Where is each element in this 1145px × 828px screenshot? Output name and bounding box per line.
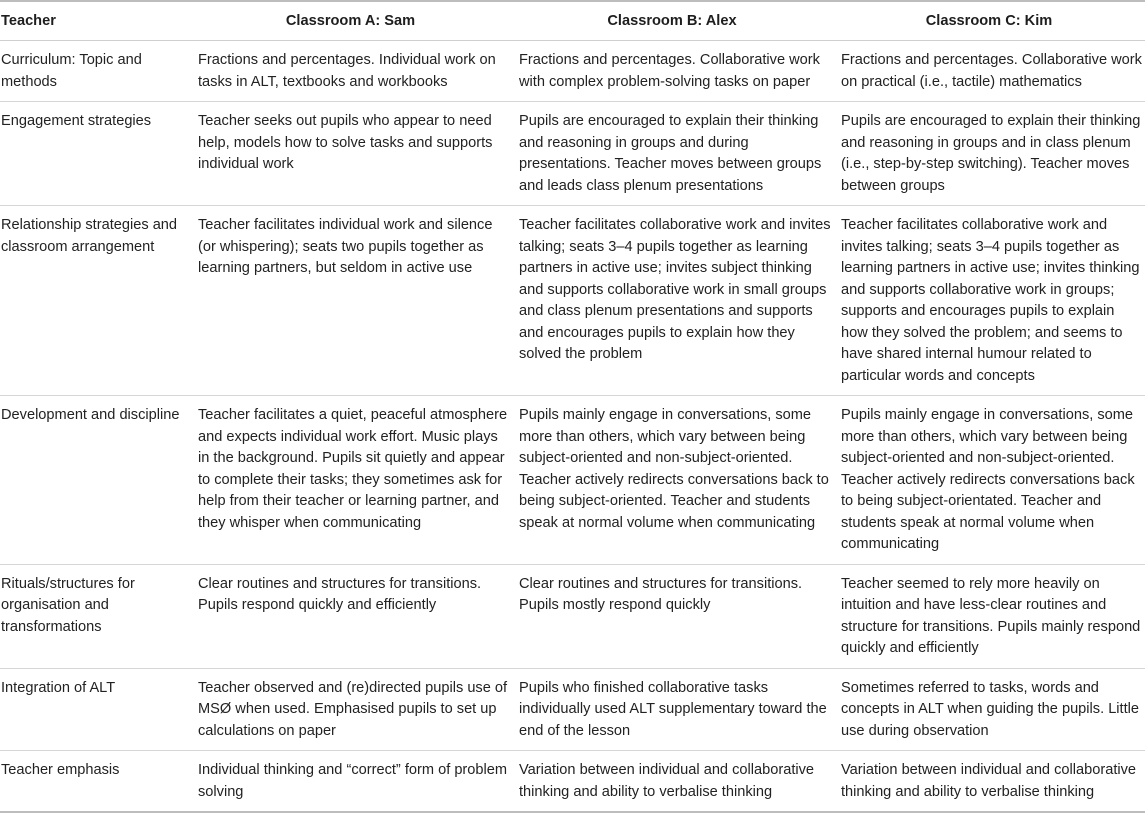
cell-classroom-a: Teacher observed and (re)directed pupils use of MSØ when used. Emphasised pupils to set up calculations on paper	[190, 668, 511, 751]
cell-classroom-b: Variation between individual and collaborative thinking and ability to verbalise thinking	[511, 751, 833, 813]
cell-classroom-a: Fractions and percentages. Individual work on tasks in ALT, textbooks and workbooks	[190, 41, 511, 102]
row-label: Rituals/structures for organisation and transformations	[0, 564, 190, 668]
row-label: Curriculum: Topic and methods	[0, 41, 190, 102]
cell-classroom-a: Individual thinking and “correct” form of problem solving	[190, 751, 511, 813]
row-label: Teacher emphasis	[0, 751, 190, 813]
cell-classroom-a: Teacher facilitates individual work and silence (or whispering); seats two pupils together as learning partners, but seldom in active use	[190, 206, 511, 396]
header-teacher: Teacher	[0, 1, 190, 41]
header-row	[0, 1, 1145, 41]
cell-classroom-c: Pupils mainly engage in conversations, some more than others, which vary between being subject-oriented and non-subject-oriented. Teacher actively redirects conversations back to being subject-orientated. Teacher and students speak at normal volume when communicating	[833, 396, 1145, 565]
cell-classroom-c: Teacher seemed to rely more heavily on intuition and have less-clear routines and structure for transitions. Pupils mainly respond quickly and efficiently	[833, 564, 1145, 668]
row-label: Engagement strategies	[0, 102, 190, 206]
cell-classroom-a: Teacher facilitates a quiet, peaceful atmosphere and expects individual work effort. Music plays in the background. Pupils sit quietly and appear to complete their tasks; they sometimes ask for help from their teacher or learning partner, and they whisper when communicating	[190, 396, 511, 565]
table-row	[0, 396, 1145, 565]
cell-classroom-b: Pupils are encouraged to explain their thinking and reasoning in groups and during presentations. Teacher moves between groups and leads class plenum presentations	[511, 102, 833, 206]
table-row	[0, 102, 1145, 206]
cell-classroom-c: Fractions and percentages. Collaborative work on practical (i.e., tactile) mathematics	[833, 41, 1145, 102]
table-row	[0, 41, 1145, 102]
cell-classroom-b: Fractions and percentages. Collaborative work with complex problem-solving tasks on paper	[511, 41, 833, 102]
table-row	[0, 751, 1145, 813]
cell-classroom-c: Teacher facilitates collaborative work and invites talking; seats 3–4 pupils together as learning partners in active use; invites thinking and supports collaborative work in groups; supports and encourages pupils to explain how they solved the problem; and seems to have shared internal humour related to particular words and concepts	[833, 206, 1145, 396]
cell-classroom-c: Variation between individual and collaborative thinking and ability to verbalise thinking	[833, 751, 1145, 813]
cell-classroom-b: Clear routines and structures for transitions. Pupils mostly respond quickly	[511, 564, 833, 668]
table-body	[0, 41, 1145, 813]
cell-classroom-c: Sometimes referred to tasks, words and concepts in ALT when guiding the pupils. Little use during observation	[833, 668, 1145, 751]
table-header	[0, 1, 1145, 41]
header-classroom-b: Classroom B: Alex	[511, 1, 833, 41]
table-row	[0, 668, 1145, 751]
cell-classroom-b: Teacher facilitates collaborative work and invites talking; seats 3–4 pupils together as learning partners in active use; invites subject thinking and supports collaborative work in small groups and class plenum presentations and supports and encourages pupils to explain how they solved the problem	[511, 206, 833, 396]
row-label: Relationship strategies and classroom arrangement	[0, 206, 190, 396]
table-row	[0, 564, 1145, 668]
cell-classroom-c: Pupils are encouraged to explain their thinking and reasoning in groups and in class plenum (i.e., step-by-step switching). Teacher moves between groups	[833, 102, 1145, 206]
row-label: Development and discipline	[0, 396, 190, 565]
cell-classroom-a: Teacher seeks out pupils who appear to need help, models how to solve tasks and supports individual work	[190, 102, 511, 206]
table-row	[0, 206, 1145, 396]
cell-classroom-b: Pupils who finished collaborative tasks individually used ALT supplementary toward the end of the lesson	[511, 668, 833, 751]
header-classroom-c: Classroom C: Kim	[833, 1, 1145, 41]
cell-classroom-b: Pupils mainly engage in conversations, some more than others, which vary between being subject-oriented and non-subject-oriented. Teacher actively redirects conversations back to being subject-oriented. Teacher and students speak at normal volume when communicating	[511, 396, 833, 565]
header-classroom-a: Classroom A: Sam	[190, 1, 511, 41]
row-label: Integration of ALT	[0, 668, 190, 751]
cell-classroom-a: Clear routines and structures for transitions. Pupils respond quickly and efficiently	[190, 564, 511, 668]
